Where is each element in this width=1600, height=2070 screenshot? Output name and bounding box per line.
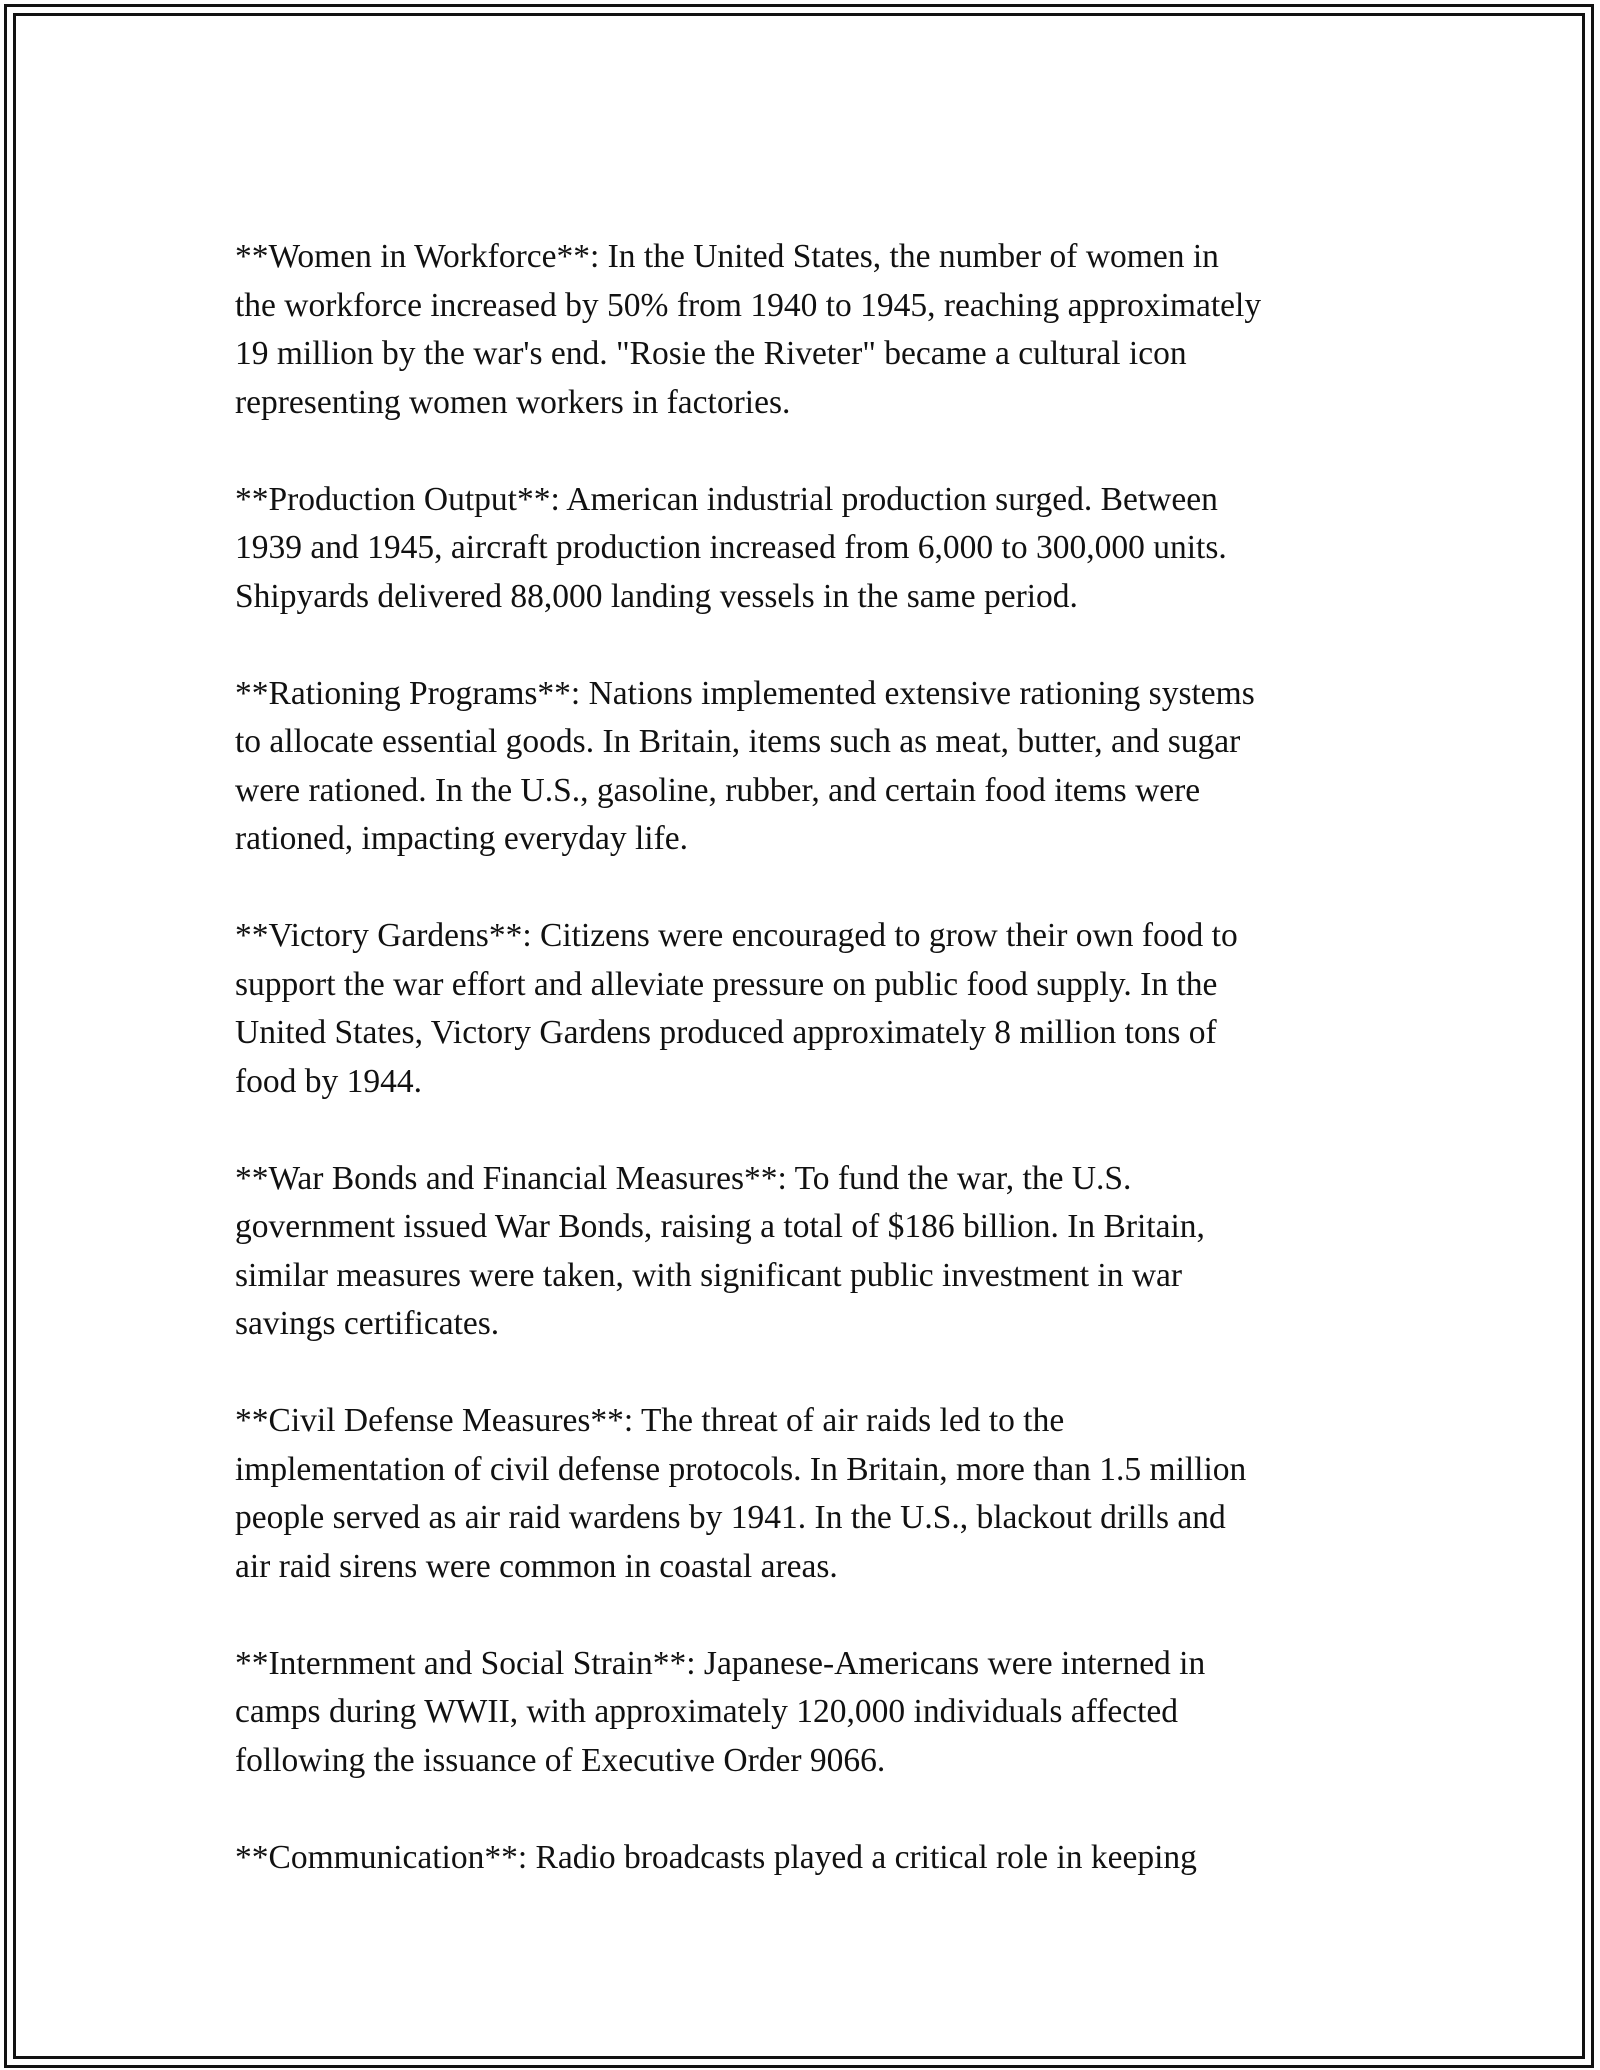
paragraph-internment: **Internment and Social Strain**: Japanese-Americans were interned in camps during WWII, with approximately 120,000 individuals affected following the issuance of Executive Order 9066. (235, 1644, 1206, 1779)
paragraph-war-bonds: **War Bonds and Financial Measures**: To fund the war, the U.S. government issued War Bonds, raising a total of $186 billion. In Britain, similar measures were taken, with significant public investment in war savings certificates. (235, 1159, 1205, 1342)
paragraph-civil-defense: **Civil Defense Measures**: The threat of air raids led to the implementation of civil defense protocols. In Britain, more than 1.5 million people served as air raid wardens by 1941. In the U.S., blackout drills and air raid sirens were common in coastal areas. (235, 1402, 1247, 1585)
paragraph-rationing-programs: **Rationing Programs**: Nations implemented extensive rationing systems to allocate essential goods. In Britain, items such as meat, butter, and sugar were rationed. In the U.S., gasoline, rubber, and certain food items were rationed, impacting everyday life. (235, 674, 1255, 857)
document-body (235, 233, 1385, 1931)
paragraph-women-in-workforce: **Women in Workforce**: In the United States, the number of women in the workforce increased by 50% from 1940 to 1945, reaching approximately 19 million by the war's end. "Rosie the Riveter" became a cultural icon representing women workers in factories. (235, 238, 1262, 421)
paragraph-production-output: **Production Output**: American industrial production surged. Between 1939 and 1945, aircraft production increased from 6,000 to 300,000 units. Shipyards delivered 88,000 landing vessels in the same period. (235, 480, 1227, 615)
paragraph-victory-gardens: **Victory Gardens**: Citizens were encouraged to grow their own food to support the war effort and alleviate pressure on public food supply. In the United States, Victory Gardens produced approximately 8 million tons of food by 1944. (235, 917, 1238, 1100)
paragraph-communication: **Communication**: Radio broadcasts played a critical role in keeping (235, 1838, 1197, 1876)
